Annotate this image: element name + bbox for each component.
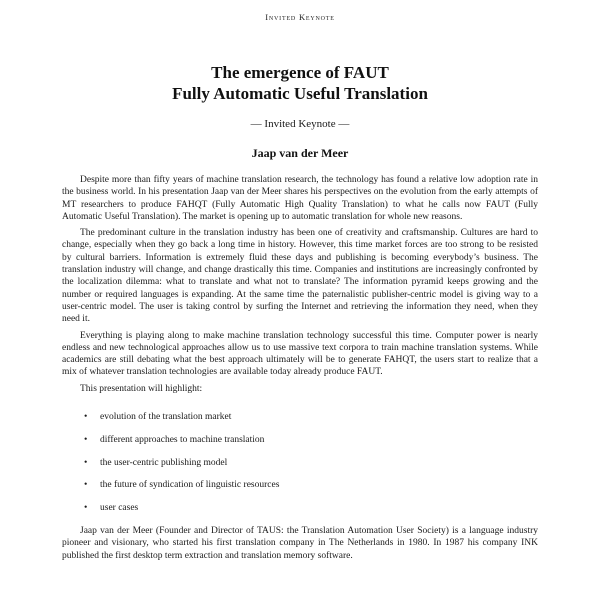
list-item	[62, 479, 538, 491]
list-item-label: the future of syndication of linguistic resources	[100, 480, 280, 491]
running-head: Invited Keynote	[265, 12, 335, 22]
list-item-label: different approaches to machine translation	[100, 434, 265, 445]
abstract-paragraph-1: Despite more than fifty years of machine translation research, the technology has found a relative low adoption rate in the business world. In his presentation Jaap van der Meer shares his perspectives on the evolution from the early attempts of MT researchers to produce FAHQT (Fully Automatic High Quality Translation) to what he calls now FAUT (Fully Automatic Useful Translation). The market is opening up to automatic translation for whole new reasons.	[62, 175, 538, 222]
list-item	[62, 411, 538, 423]
keynote-subtitle: — Invited Keynote —	[250, 118, 350, 130]
list-item-label: the user-centric publishing model	[100, 457, 228, 468]
list-item	[62, 457, 538, 469]
abstract-paragraph-2: The predominant culture in the translation industry has been one of creativity and craftsmanship. Cultures are hard to change, especially when they go back a long time in history. However, this time market forces are too strong to be resisted by cultural barriers. Information is extremely fluid these days and publishing is becoming everybody’s business. The translation industry will change, and change drastically this time. Companies and institutions are increasingly confronted by the localization dilemma: what to translate and what not to translate? The information pyramid keeps growing and the number or required languages is expanding. At the same time the paternalistic publisher-centric model is giving way to a user-centric model. The user is taking control by surfing the Internet and retrieving the information they need, when they need it.	[62, 228, 538, 325]
author-name: Jaap van der Meer	[251, 146, 349, 160]
list-item-label: evolution of the translation market	[100, 412, 232, 423]
list-item	[62, 502, 538, 514]
bullet-icon: •	[84, 434, 88, 445]
speaker-bio-paragraph: Jaap van der Meer (Founder and Director of TAUS: the Translation Automation User Society) is a language industry pioneer and visionary, who started his first translation company in The Netherlands in 1980. In 1987 his company INK published the first desktop term extraction and translation memory software.	[62, 526, 538, 561]
abstract-paragraph-3: Everything is playing along to make machine translation technology successful this time. Computer power is nearly endless and new technological approaches allow us to use massive text corpora to train machine translation systems. While academics are still debating what the best approach ultimately will be to generate FAHQT, the users start to realize that a mix of whatever translation technologies are available today already produce FAUT.	[62, 330, 538, 378]
highlight-list	[62, 411, 538, 514]
bullet-icon: •	[84, 480, 88, 491]
bullet-icon: •	[84, 457, 88, 468]
abstract-body	[62, 174, 538, 562]
bullet-icon: •	[84, 503, 88, 514]
list-item-label: user cases	[100, 503, 139, 514]
bullet-icon: •	[84, 412, 88, 423]
paper-title-line-1: The emergence of FAUT	[211, 63, 389, 82]
highlight-intro: This presentation will highlight:	[80, 383, 203, 394]
paper-title	[62, 62, 538, 104]
list-item	[62, 434, 538, 446]
paper-title-line-2: Fully Automatic Useful Translation	[172, 84, 428, 103]
